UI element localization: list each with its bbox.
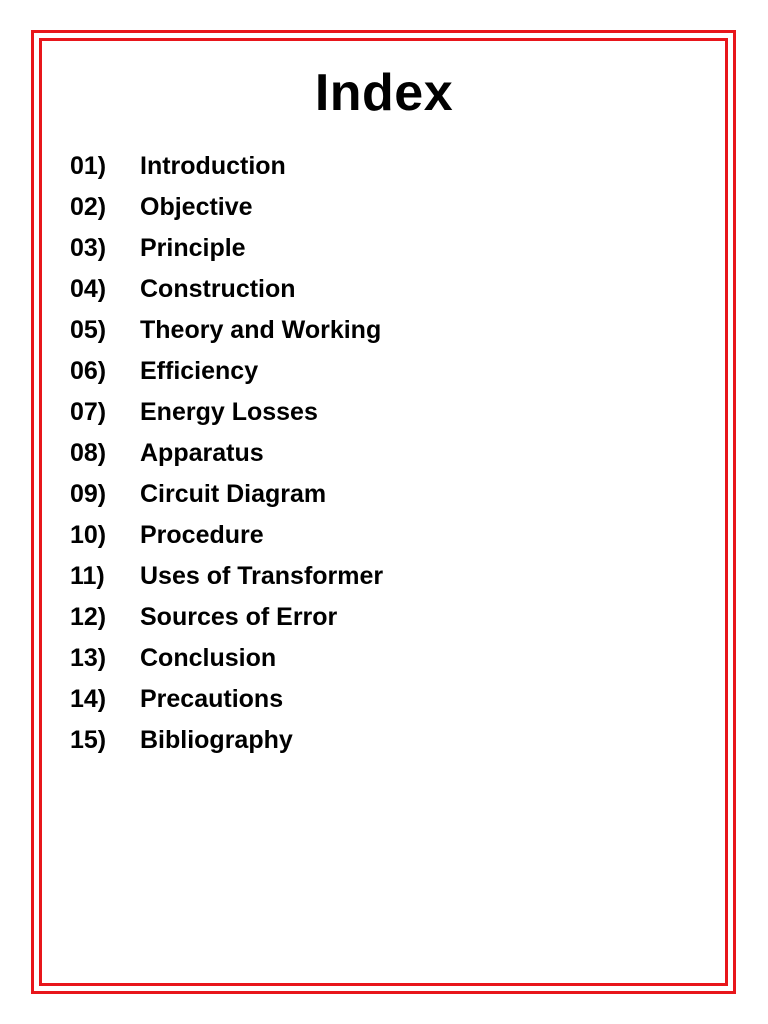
item-number: 09) (70, 480, 107, 508)
item-number: 10) (70, 521, 107, 549)
item-number: 15) (70, 726, 107, 754)
item-number: 13) (70, 644, 107, 672)
item-label: Apparatus (140, 439, 264, 467)
list-item (70, 556, 383, 597)
item-number: 02) (70, 193, 107, 221)
item-number: 03) (70, 234, 107, 262)
item-number: 11) (70, 562, 105, 590)
list-item (70, 597, 383, 638)
item-number: 05) (70, 316, 107, 344)
item-number: 04) (70, 275, 107, 303)
list-item (70, 720, 383, 761)
item-label: Sources of Error (140, 603, 338, 631)
item-number: 07) (70, 398, 107, 426)
item-label: Procedure (140, 521, 264, 549)
list-item (70, 146, 383, 187)
page-title: Index (314, 64, 454, 122)
list-item (70, 515, 383, 556)
item-number: 12) (70, 603, 107, 631)
list-item (70, 433, 383, 474)
list-item (70, 638, 383, 679)
item-label: Principle (140, 234, 246, 262)
item-label: Objective (140, 193, 253, 221)
item-label: Energy Losses (140, 398, 318, 426)
list-item (70, 269, 383, 310)
list-item (70, 392, 383, 433)
item-label: Efficiency (140, 357, 259, 385)
item-label: Uses of Transformer (140, 562, 384, 590)
list-item (70, 351, 383, 392)
list-item (70, 679, 383, 720)
list-item (70, 310, 383, 351)
item-number: 01) (70, 152, 107, 180)
item-label: Conclusion (140, 644, 277, 672)
list-item (70, 187, 383, 228)
list-item (70, 228, 383, 269)
list-item (70, 474, 383, 515)
item-number: 08) (70, 439, 107, 467)
item-label: Precautions (140, 685, 284, 713)
item-label: Construction (140, 275, 296, 303)
item-number: 06) (70, 357, 107, 385)
index-list (70, 146, 383, 761)
item-number: 14) (70, 685, 107, 713)
item-label: Circuit Diagram (140, 480, 327, 508)
item-label: Introduction (140, 152, 286, 180)
item-label: Theory and Working (140, 316, 382, 344)
item-label: Bibliography (140, 726, 293, 754)
